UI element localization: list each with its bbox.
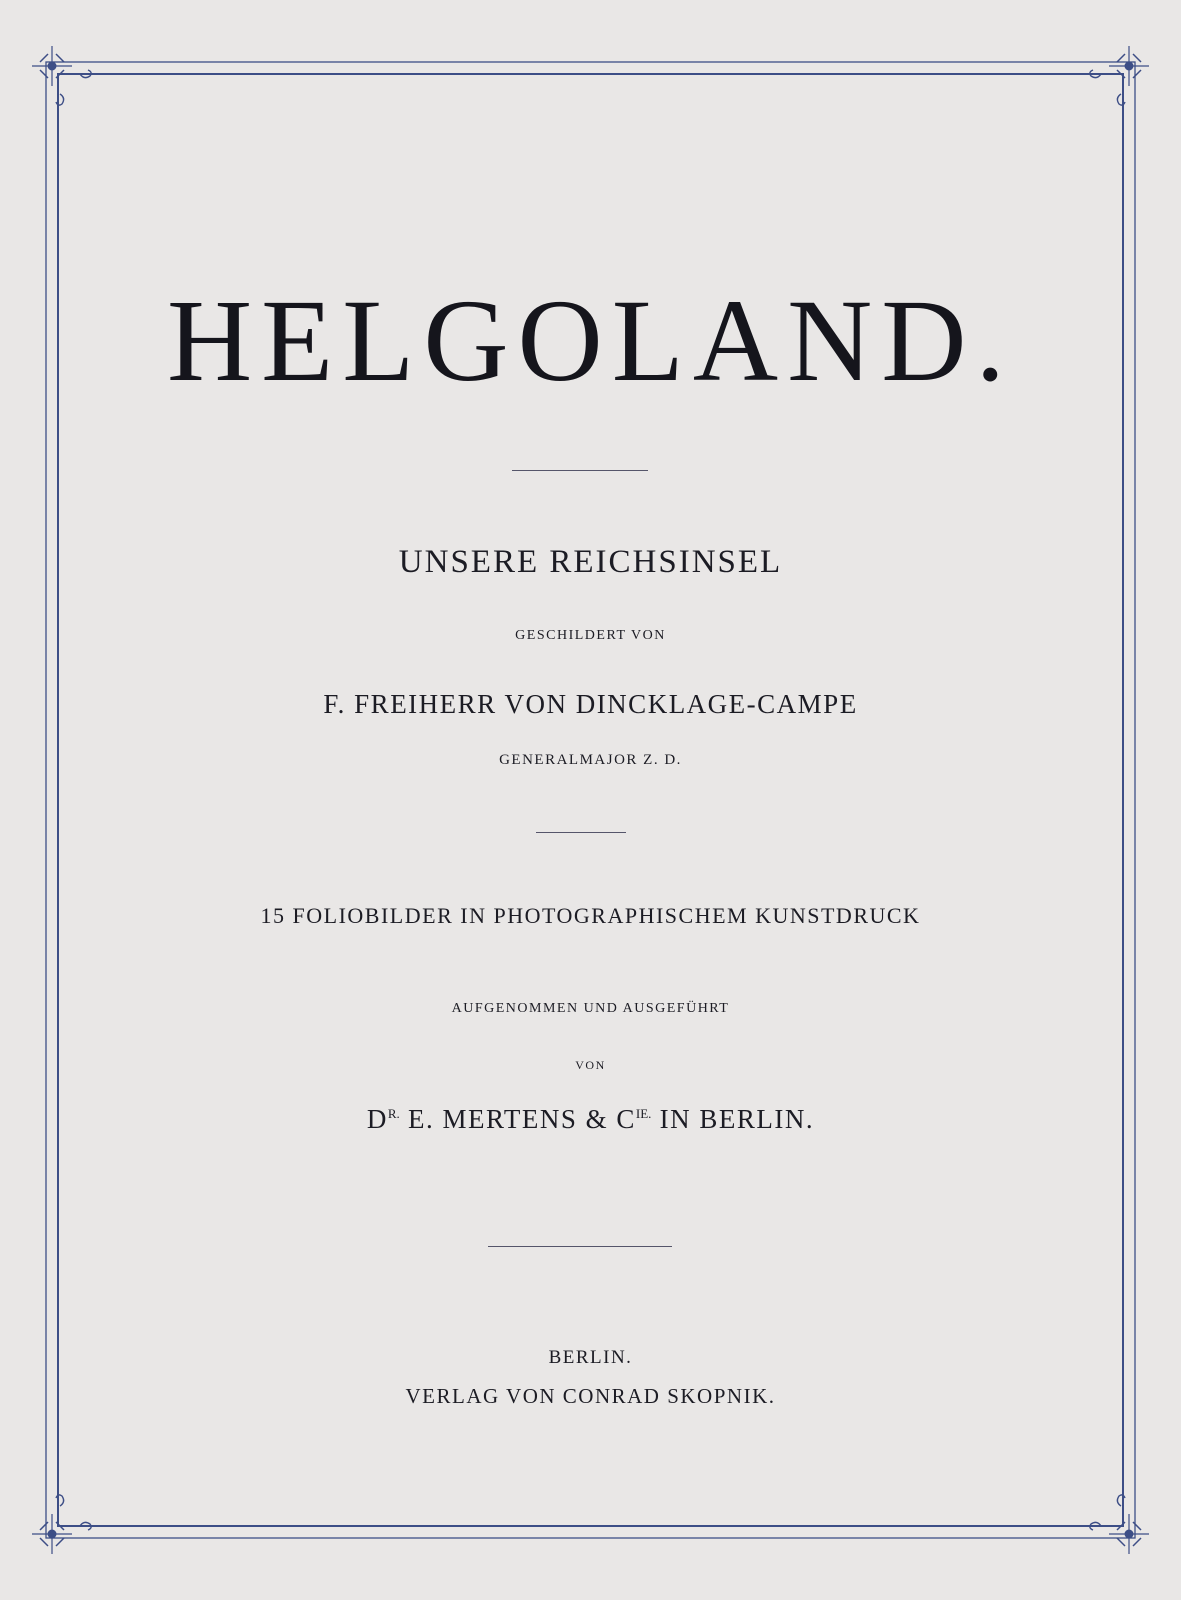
corner-ornament-icon: [32, 46, 1149, 1554]
dr-abbrev: D: [366, 1104, 388, 1134]
by-label: VON: [575, 1058, 606, 1072]
executed-label: AUFGENOMMEN UND AUSGEFÜHRT: [451, 1001, 730, 1016]
author-rank: GENERALMAJOR Z. D.: [499, 752, 682, 768]
subtitle: UNSERE REICHSINSEL: [398, 544, 783, 580]
dr-superscript: R.: [387, 1106, 400, 1121]
photographer-line: [0, 1106, 1181, 1133]
divider-rule: [488, 1246, 672, 1247]
photographer-name: E. MERTENS & C: [399, 1104, 636, 1134]
publisher: VERLAG VON CONRAD SKOPNIK.: [405, 1384, 776, 1408]
divider-rule: [536, 832, 626, 833]
publication-city: BERLIN.: [548, 1347, 633, 1368]
plates-description: 15 FOLIOBILDER IN PHOTOGRAPHISCHEM KUNSTDRUCK: [260, 903, 921, 928]
photographer-place: IN BERLIN.: [651, 1104, 815, 1134]
author-name: F. FREIHERR VON DINCKLAGE-CAMPE: [323, 689, 858, 719]
divider-rule: [512, 470, 648, 471]
page-title: HELGOLAND.: [166, 275, 1015, 406]
cie-superscript: IE.: [635, 1106, 652, 1121]
described-by-label: GESCHILDERT VON: [515, 628, 666, 643]
